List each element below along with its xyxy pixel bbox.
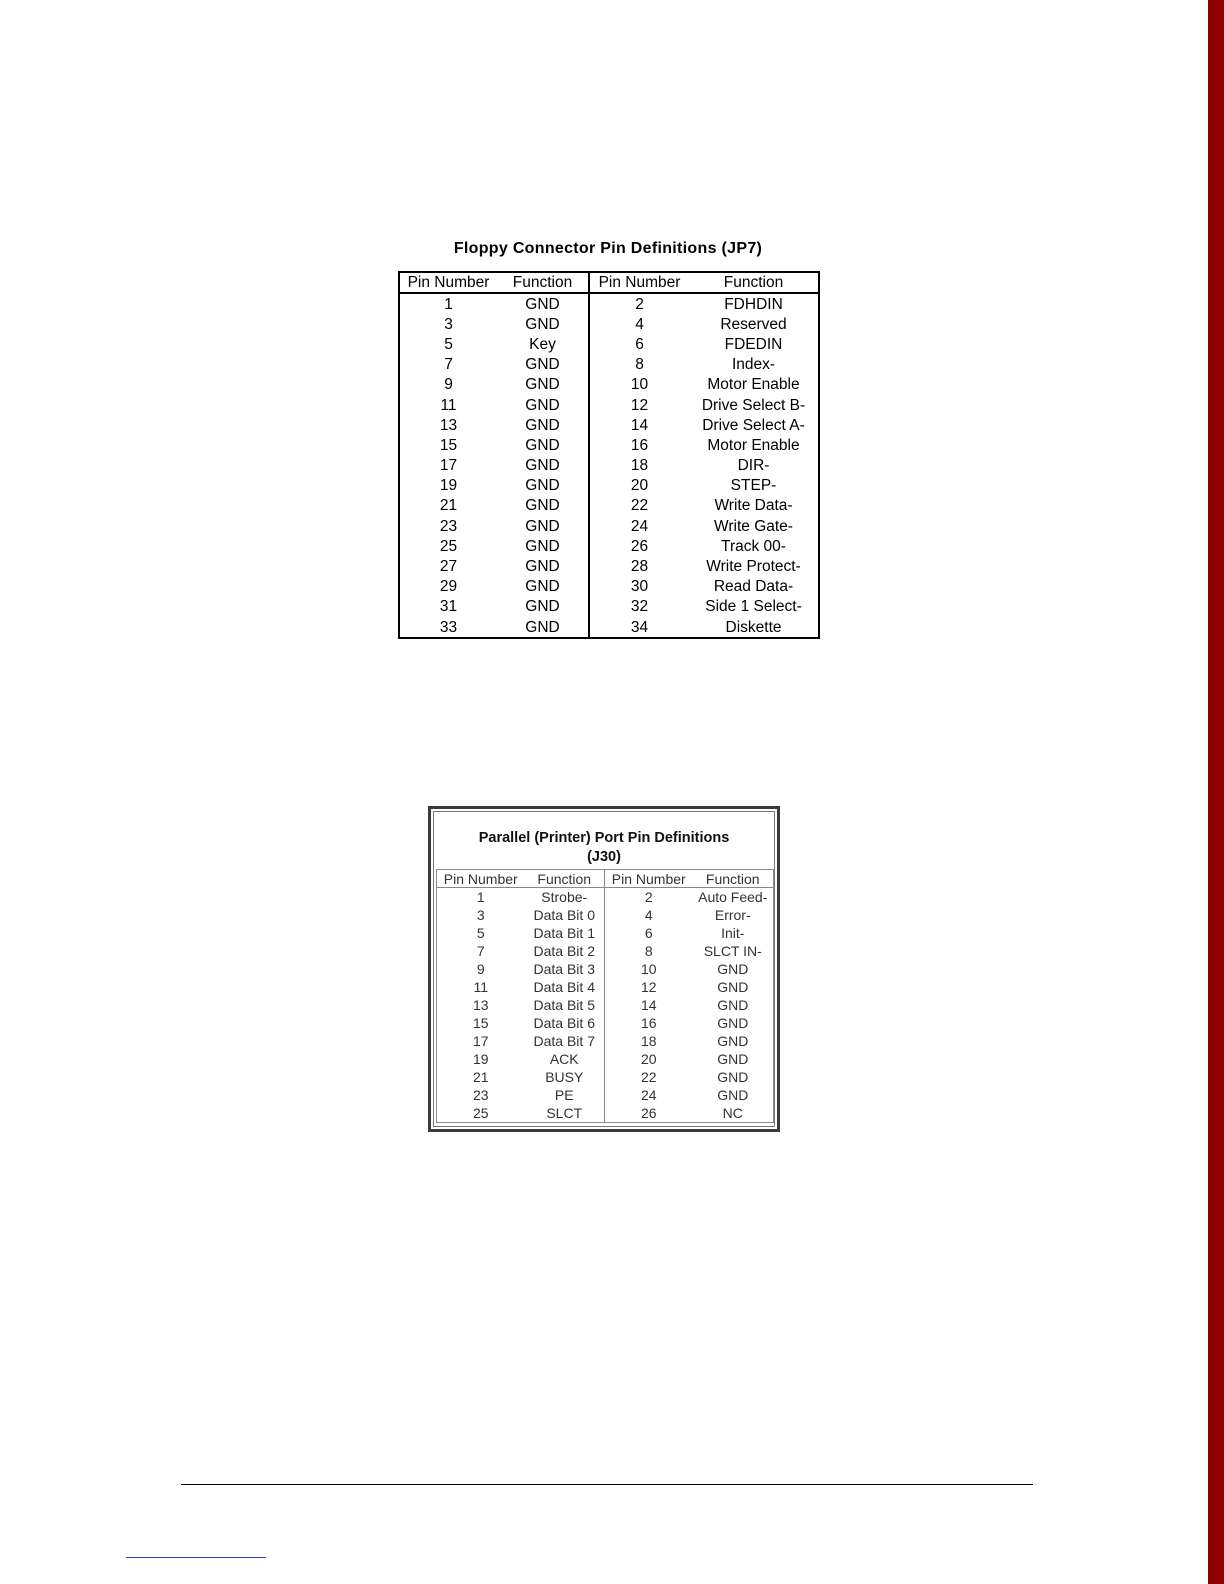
- function-cell: Index-: [731, 356, 776, 374]
- function-cell: Write Gate-: [714, 517, 793, 535]
- function-cell: GND: [717, 996, 749, 1013]
- table-row: [437, 960, 774, 978]
- function-cell: Write Protect-: [706, 558, 801, 576]
- pin-number-cell: 20: [605, 1050, 693, 1068]
- table-row: [399, 293, 819, 314]
- table-header-row: [399, 272, 819, 293]
- column-header: Pin Number: [605, 870, 693, 888]
- function-cell: GND: [525, 295, 560, 313]
- table-row: [399, 435, 819, 455]
- pin-number-cell: 34: [589, 617, 689, 638]
- function-cell: GND: [525, 497, 560, 515]
- table-row: [437, 1014, 774, 1032]
- pin-number-cell: 32: [589, 597, 689, 617]
- footer-rule: [181, 1484, 1033, 1485]
- table-row: [437, 1068, 774, 1086]
- table-row: [399, 536, 819, 556]
- function-cell: GND: [525, 436, 560, 454]
- function-cell: GND: [717, 1086, 749, 1103]
- pin-number-cell: 33: [439, 618, 458, 636]
- pin-number-cell: 25: [472, 1104, 489, 1121]
- pin-number-cell: 23: [472, 1086, 489, 1103]
- pin-number-cell: 13: [439, 416, 458, 434]
- function-cell: Drive Select A-: [702, 416, 805, 434]
- table-row: [437, 924, 774, 942]
- function-cell: Auto Feed-: [698, 888, 768, 905]
- function-cell: BUSY: [545, 1068, 584, 1085]
- pin-number-cell: 10: [605, 960, 693, 978]
- pin-number-cell: 11: [473, 978, 489, 995]
- function-cell: Side 1 Select-: [705, 598, 802, 616]
- pin-number-cell: 21: [439, 497, 458, 515]
- function-cell: SLCT IN-: [703, 942, 762, 959]
- pin-number-cell: 3: [444, 315, 453, 333]
- function-cell: Data Bit 5: [533, 996, 595, 1013]
- function-cell: GND: [525, 457, 560, 475]
- pin-number-cell: 7: [444, 356, 453, 374]
- table-row: [437, 942, 774, 960]
- function-cell: GND: [525, 558, 560, 576]
- table-row: [437, 1086, 774, 1104]
- page-edge-bar: [1208, 0, 1224, 1584]
- pin-number-cell: 6: [589, 334, 689, 354]
- function-cell: ACK: [549, 1050, 579, 1067]
- pin-number-cell: 22: [605, 1068, 693, 1086]
- table-row: [399, 496, 819, 516]
- table-row: [437, 906, 774, 924]
- function-cell: STEP-: [730, 477, 777, 495]
- column-header: Pin Number: [437, 870, 525, 888]
- pin-number-cell: 24: [589, 516, 689, 536]
- pin-number-cell: 15: [439, 436, 458, 454]
- function-cell: GND: [717, 1032, 749, 1049]
- parallel-title-line-1: Parallel (Printer) Port Pin Definitions: [478, 830, 730, 846]
- function-cell: Motor Enable: [707, 376, 800, 394]
- pin-number-cell: 1: [476, 888, 485, 905]
- function-cell: Init-: [721, 924, 745, 941]
- function-cell: GND: [525, 618, 560, 636]
- table-row: [399, 597, 819, 617]
- function-cell: GND: [525, 356, 560, 374]
- pin-number-cell: 6: [605, 924, 693, 942]
- table-row: [399, 577, 819, 597]
- pin-number-cell: 14: [589, 415, 689, 435]
- function-cell: NC: [722, 1104, 743, 1121]
- pin-number-cell: 8: [589, 355, 689, 375]
- pin-number-cell: 17: [439, 457, 458, 475]
- table-row: [437, 996, 774, 1014]
- function-cell: GND: [717, 1068, 749, 1085]
- column-header: Pin Number: [399, 272, 497, 293]
- floppy-table-title: Floppy Connector Pin Definitions (JP7): [453, 240, 763, 257]
- pin-number-cell: 26: [605, 1104, 693, 1123]
- function-cell: Data Bit 7: [533, 1032, 595, 1049]
- parallel-table-frame: [428, 806, 780, 1132]
- pin-number-cell: 5: [444, 335, 453, 353]
- pin-number-cell: 31: [439, 598, 458, 616]
- function-cell: Strobe-: [541, 888, 588, 905]
- function-cell: GND: [525, 396, 560, 414]
- function-cell: GND: [525, 376, 560, 394]
- pin-number-cell: 3: [476, 906, 485, 923]
- function-cell: Data Bit 2: [533, 942, 595, 959]
- pin-number-cell: 13: [472, 996, 489, 1013]
- function-cell: GND: [525, 315, 560, 333]
- pin-number-cell: 29: [439, 578, 458, 596]
- pin-number-cell: 1: [444, 295, 453, 313]
- pin-number-cell: 24: [605, 1086, 693, 1104]
- function-cell: Data Bit 3: [533, 960, 595, 977]
- parallel-title-line-2: (J30): [587, 849, 621, 865]
- function-cell: Motor Enable: [707, 436, 800, 454]
- table-row: [399, 415, 819, 435]
- pin-number-cell: 9: [476, 960, 485, 977]
- function-cell: GND: [717, 960, 749, 977]
- column-header: Function: [689, 272, 819, 293]
- column-header: Function: [693, 870, 774, 888]
- function-cell: GND: [525, 517, 560, 535]
- function-cell: FDEDIN: [724, 335, 783, 353]
- column-header: Function: [497, 272, 589, 293]
- footer-link-underline: [126, 1557, 266, 1558]
- floppy-pin-table: [398, 271, 820, 639]
- table-row: [399, 476, 819, 496]
- function-cell: GND: [717, 978, 749, 995]
- table-row: [399, 556, 819, 576]
- pin-number-cell: 9: [444, 376, 453, 394]
- function-cell: Write Data-: [714, 497, 793, 515]
- function-cell: Data Bit 0: [533, 906, 595, 923]
- function-cell: GND: [525, 598, 560, 616]
- pin-number-cell: 11: [440, 396, 457, 414]
- function-cell: Key: [529, 335, 556, 353]
- function-cell: SLCT: [546, 1104, 583, 1121]
- pin-number-cell: 27: [439, 558, 458, 576]
- parallel-pin-table: [436, 869, 774, 1123]
- pin-number-cell: 28: [589, 556, 689, 576]
- pin-number-cell: 30: [589, 577, 689, 597]
- function-cell: GND: [717, 1050, 749, 1067]
- table-row: [437, 1032, 774, 1050]
- parallel-table-title: [431, 829, 777, 867]
- function-cell: DIR-: [737, 457, 770, 475]
- pin-number-cell: 23: [439, 517, 458, 535]
- function-cell: GND: [717, 1014, 749, 1031]
- table-header-row: [437, 870, 774, 888]
- pin-number-cell: 8: [605, 942, 693, 960]
- table-row: [399, 314, 819, 334]
- table-row: [399, 516, 819, 536]
- pin-number-cell: 10: [589, 375, 689, 395]
- column-header: Function: [525, 870, 605, 888]
- table-row: [399, 456, 819, 476]
- pin-number-cell: 16: [589, 435, 689, 455]
- function-cell: GND: [525, 537, 560, 555]
- function-cell: Error-: [714, 906, 751, 923]
- table-row: [399, 334, 819, 354]
- pin-number-cell: 17: [472, 1032, 489, 1049]
- table-row: [437, 1104, 774, 1123]
- table-row: [399, 355, 819, 375]
- pin-number-cell: 20: [589, 476, 689, 496]
- function-cell: GND: [525, 416, 560, 434]
- pin-number-cell: 14: [605, 996, 693, 1014]
- pin-number-cell: 4: [589, 314, 689, 334]
- pin-number-cell: 15: [472, 1014, 489, 1031]
- pin-number-cell: 16: [605, 1014, 693, 1032]
- table-row: [399, 375, 819, 395]
- pin-number-cell: 12: [589, 395, 689, 415]
- pin-number-cell: 25: [439, 537, 458, 555]
- pin-number-cell: 18: [605, 1032, 693, 1050]
- column-header: Pin Number: [589, 272, 689, 293]
- pin-number-cell: 22: [589, 496, 689, 516]
- function-cell: GND: [525, 578, 560, 596]
- pin-number-cell: 26: [589, 536, 689, 556]
- table-row: [437, 1050, 774, 1068]
- pin-number-cell: 2: [605, 888, 693, 907]
- function-cell: Read Data-: [713, 578, 794, 596]
- function-cell: Drive Select B-: [701, 396, 806, 414]
- function-cell: Diskette: [725, 618, 782, 636]
- pin-number-cell: 18: [589, 456, 689, 476]
- table-row: [437, 888, 774, 907]
- function-cell: GND: [525, 477, 560, 495]
- function-cell: Reserved: [720, 315, 787, 333]
- pin-number-cell: 4: [605, 906, 693, 924]
- table-row: [437, 978, 774, 996]
- pin-number-cell: 12: [605, 978, 693, 996]
- table-row: [399, 617, 819, 638]
- pin-number-cell: 2: [589, 293, 689, 314]
- function-cell: Data Bit 1: [533, 924, 595, 941]
- function-cell: Track 00-: [721, 537, 786, 555]
- function-cell: FDHDIN: [724, 295, 783, 313]
- pin-number-cell: 5: [476, 924, 485, 941]
- function-cell: PE: [554, 1086, 574, 1103]
- function-cell: Data Bit 6: [533, 1014, 595, 1031]
- function-cell: Data Bit 4: [533, 978, 595, 995]
- table-row: [399, 395, 819, 415]
- pin-number-cell: 19: [472, 1050, 489, 1067]
- pin-number-cell: 19: [439, 477, 458, 495]
- pin-number-cell: 7: [476, 942, 485, 959]
- pin-number-cell: 21: [472, 1068, 489, 1085]
